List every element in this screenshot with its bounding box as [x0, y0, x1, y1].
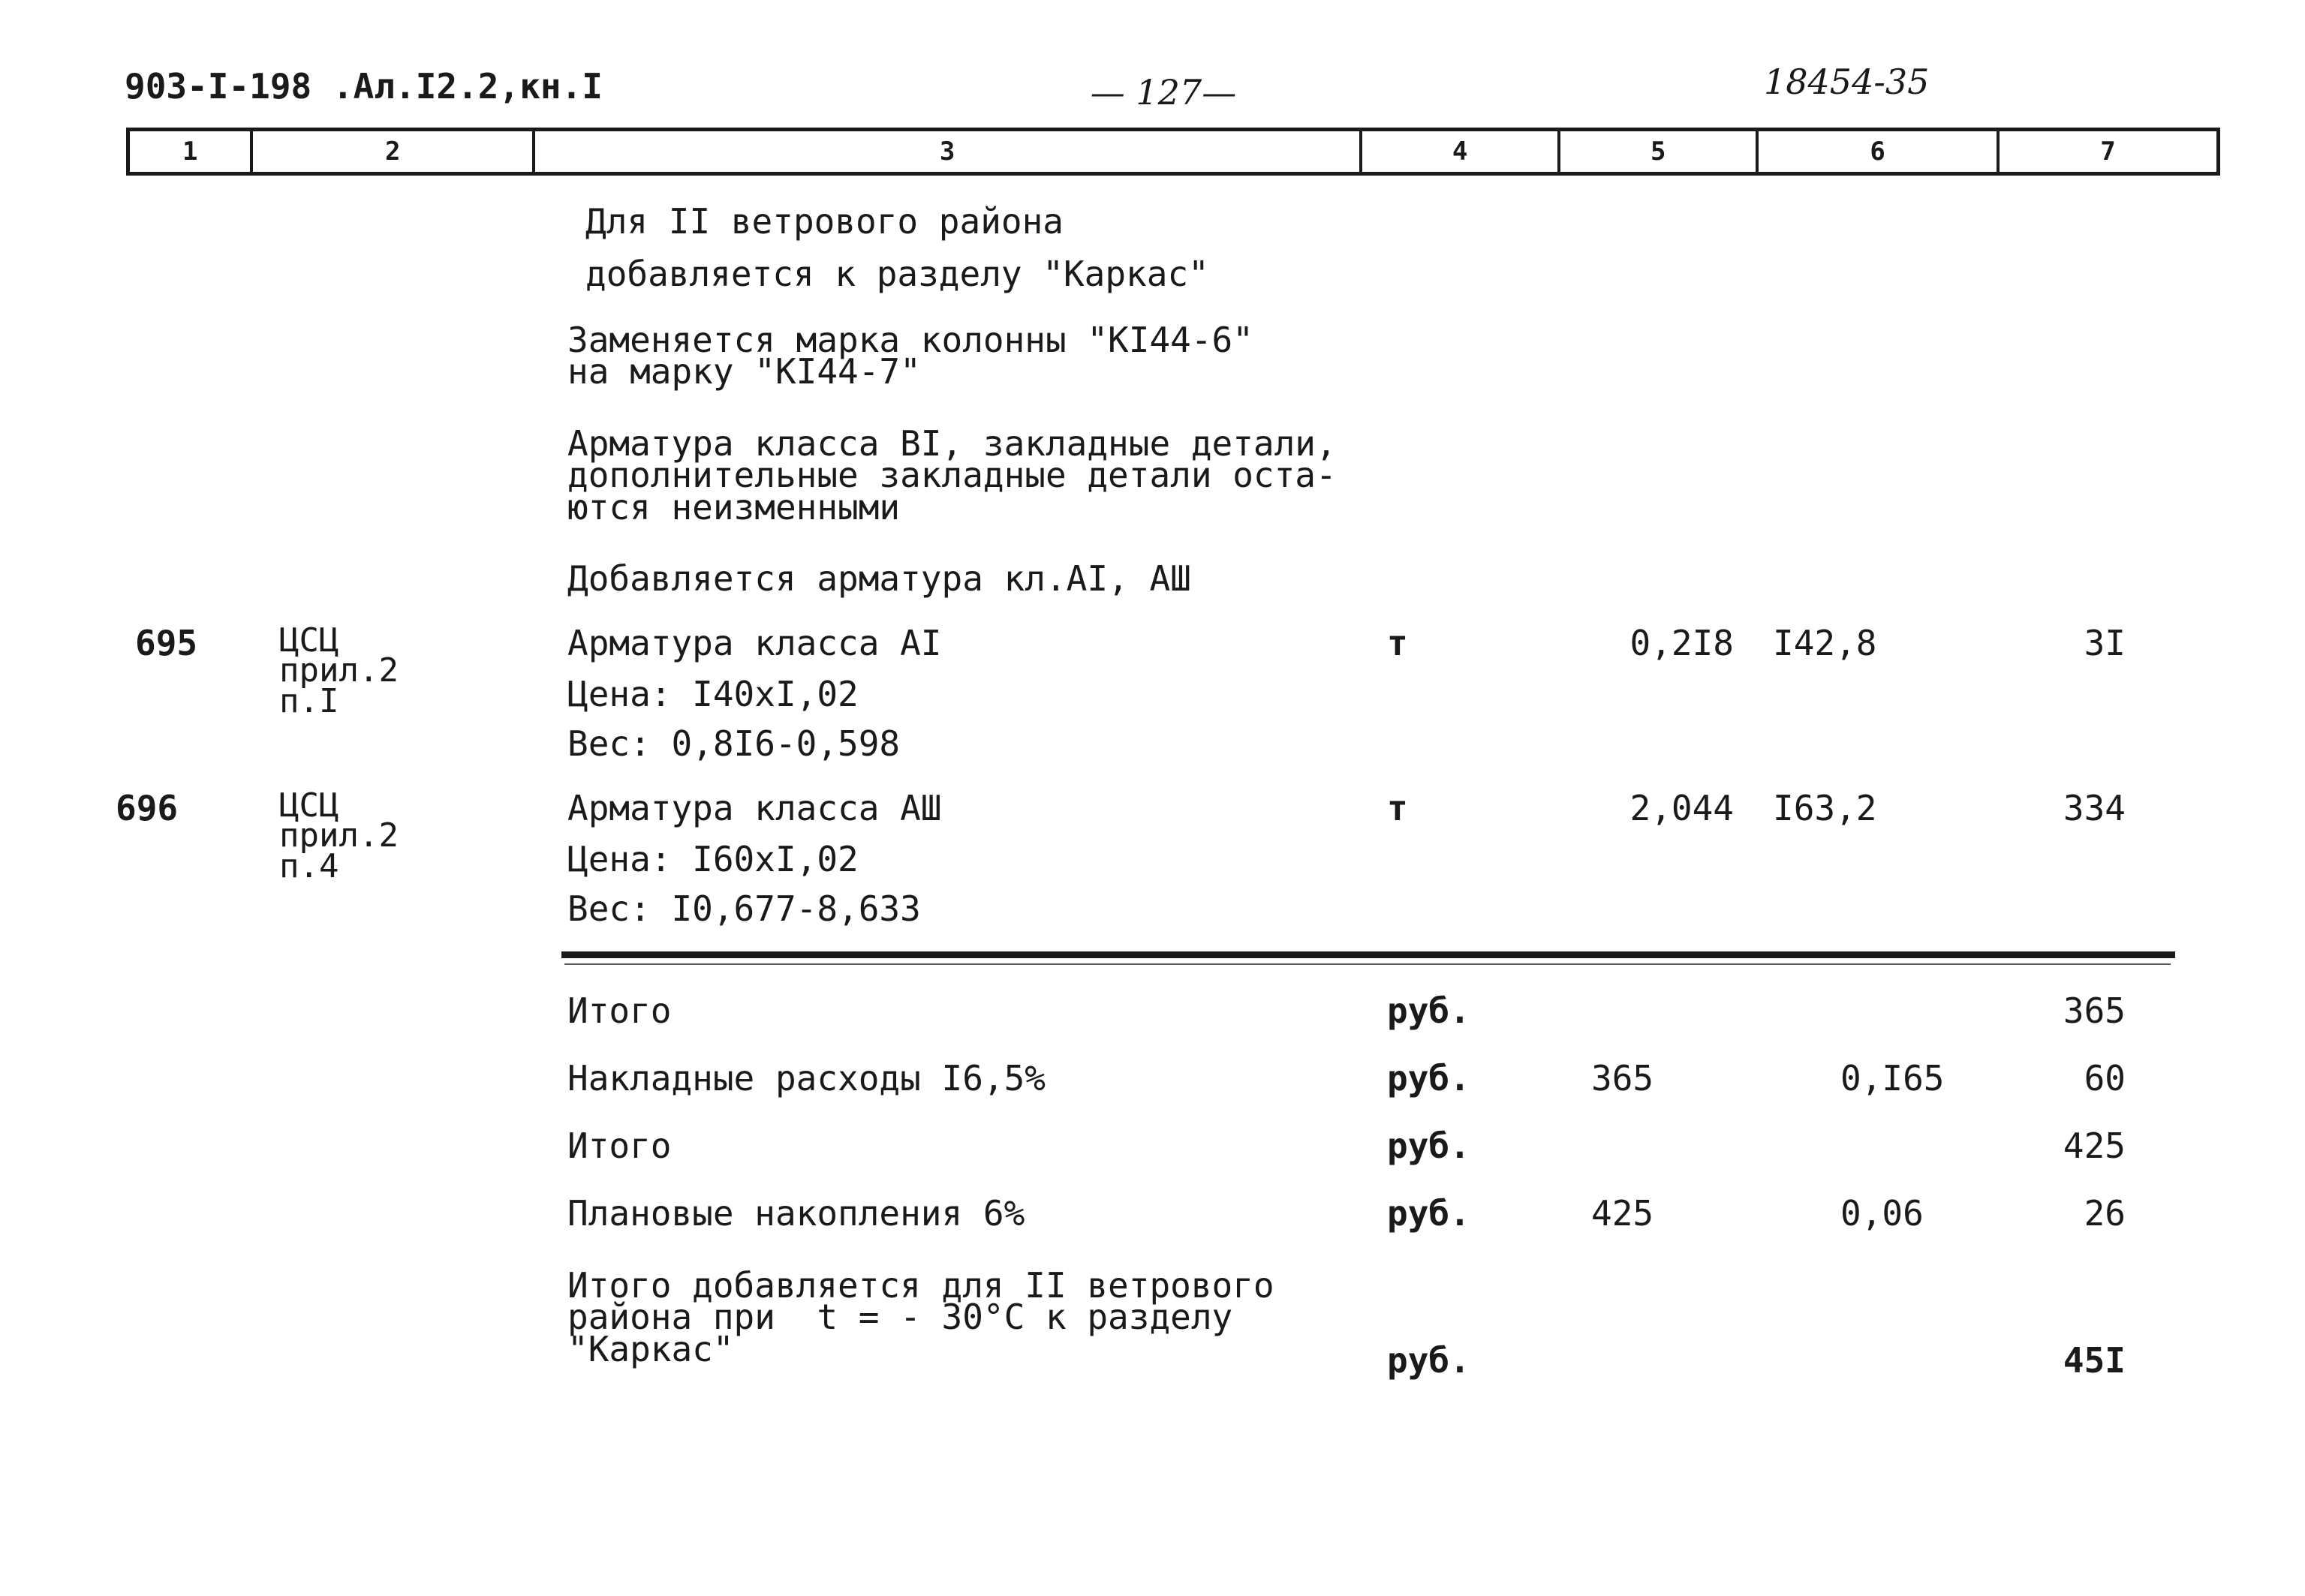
rebar-unchanged-note: Арматура класса BI, закладные детали, дополнительные закладные детали оста- ются неизменными: [567, 423, 1337, 527]
totals-unit: руб.: [1387, 1126, 1470, 1166]
totals-label: Накладные расходы I6,5%: [567, 1058, 1046, 1099]
row-source: ЦСЦ прил.2 п.4: [279, 786, 399, 885]
row-name: Арматура класса АI: [567, 623, 942, 663]
row-unit: т: [1387, 788, 1408, 828]
row-total: 3I: [2084, 623, 2126, 663]
totals-value: 60: [2084, 1058, 2126, 1099]
totals-rate: 0,06: [1840, 1193, 1924, 1234]
column-header-4: 4: [1362, 131, 1560, 172]
row-source: ЦСЦ прил.2 п.I: [279, 621, 399, 720]
totals-value: 365: [2063, 990, 2126, 1031]
totals-label: Итого: [567, 1126, 672, 1166]
totals-value: 425: [2063, 1126, 2126, 1166]
totals-divider-secondary: [564, 963, 2171, 965]
row-number: 695: [135, 623, 198, 663]
totals-divider: [561, 951, 2175, 958]
row-unit-price: I63,2: [1773, 788, 1877, 828]
totals-base: 425: [1591, 1193, 1654, 1234]
column-header-5: 5: [1560, 131, 1759, 172]
column-header-7: 7: [2100, 137, 2116, 167]
sheet-number: 18454-35: [1764, 62, 1930, 102]
row-number: 696: [116, 788, 179, 828]
column-header-3: 3: [535, 131, 1362, 172]
document-code: 903-I-198 .Ал.I2.2,кн.I: [125, 66, 603, 107]
totals-value: 26: [2084, 1193, 2126, 1234]
wind-region-heading: Для II ветрового района: [585, 201, 1064, 242]
row-quantity: 0,2I8: [1629, 623, 1734, 663]
final-total-value: 45I: [2063, 1340, 2126, 1381]
row-unit: т: [1387, 623, 1408, 663]
row-price-note: Цена: I40хI,02: [567, 674, 859, 714]
row-quantity: 2,044: [1629, 788, 1734, 828]
page-number: — 127—: [1090, 72, 1237, 113]
row-unit-price: I42,8: [1773, 623, 1877, 663]
column-header-2: 2: [253, 131, 535, 172]
row-weight-note: Вес: 0,8I6-0,598: [567, 723, 901, 764]
row-total: 334: [2063, 788, 2126, 828]
column-mark-note: Заменяется марка колонны "КI44-6" на марку "КI44-7": [567, 320, 1253, 392]
totals-rate: 0,I65: [1840, 1058, 1945, 1099]
rebar-added-note: Добавляется арматура кл.АI, АШ: [567, 558, 1191, 599]
row-weight-note: Вес: I0,677-8,633: [567, 888, 921, 929]
final-total-label: Итого добавляется для II ветрового района при t = - 30°С к разделу "Каркас": [567, 1265, 1274, 1369]
column-header-table: [126, 128, 2220, 176]
wind-region-subheading: добавляется к разделу "Каркас": [585, 254, 1209, 294]
totals-unit: руб.: [1387, 1058, 1470, 1099]
totals-unit: руб.: [1387, 1193, 1470, 1234]
column-header-1: 1: [130, 131, 253, 172]
totals-base: 365: [1591, 1058, 1654, 1099]
totals-unit: руб.: [1387, 990, 1470, 1031]
final-total-unit: руб.: [1387, 1340, 1470, 1381]
column-header-6: 6: [1759, 131, 2000, 172]
totals-label: Плановые накопления 6%: [567, 1193, 1025, 1234]
row-price-note: Цена: I60хI,02: [567, 839, 859, 879]
row-name: Арматура класса АШ: [567, 788, 942, 828]
totals-label: Итого: [567, 990, 672, 1031]
